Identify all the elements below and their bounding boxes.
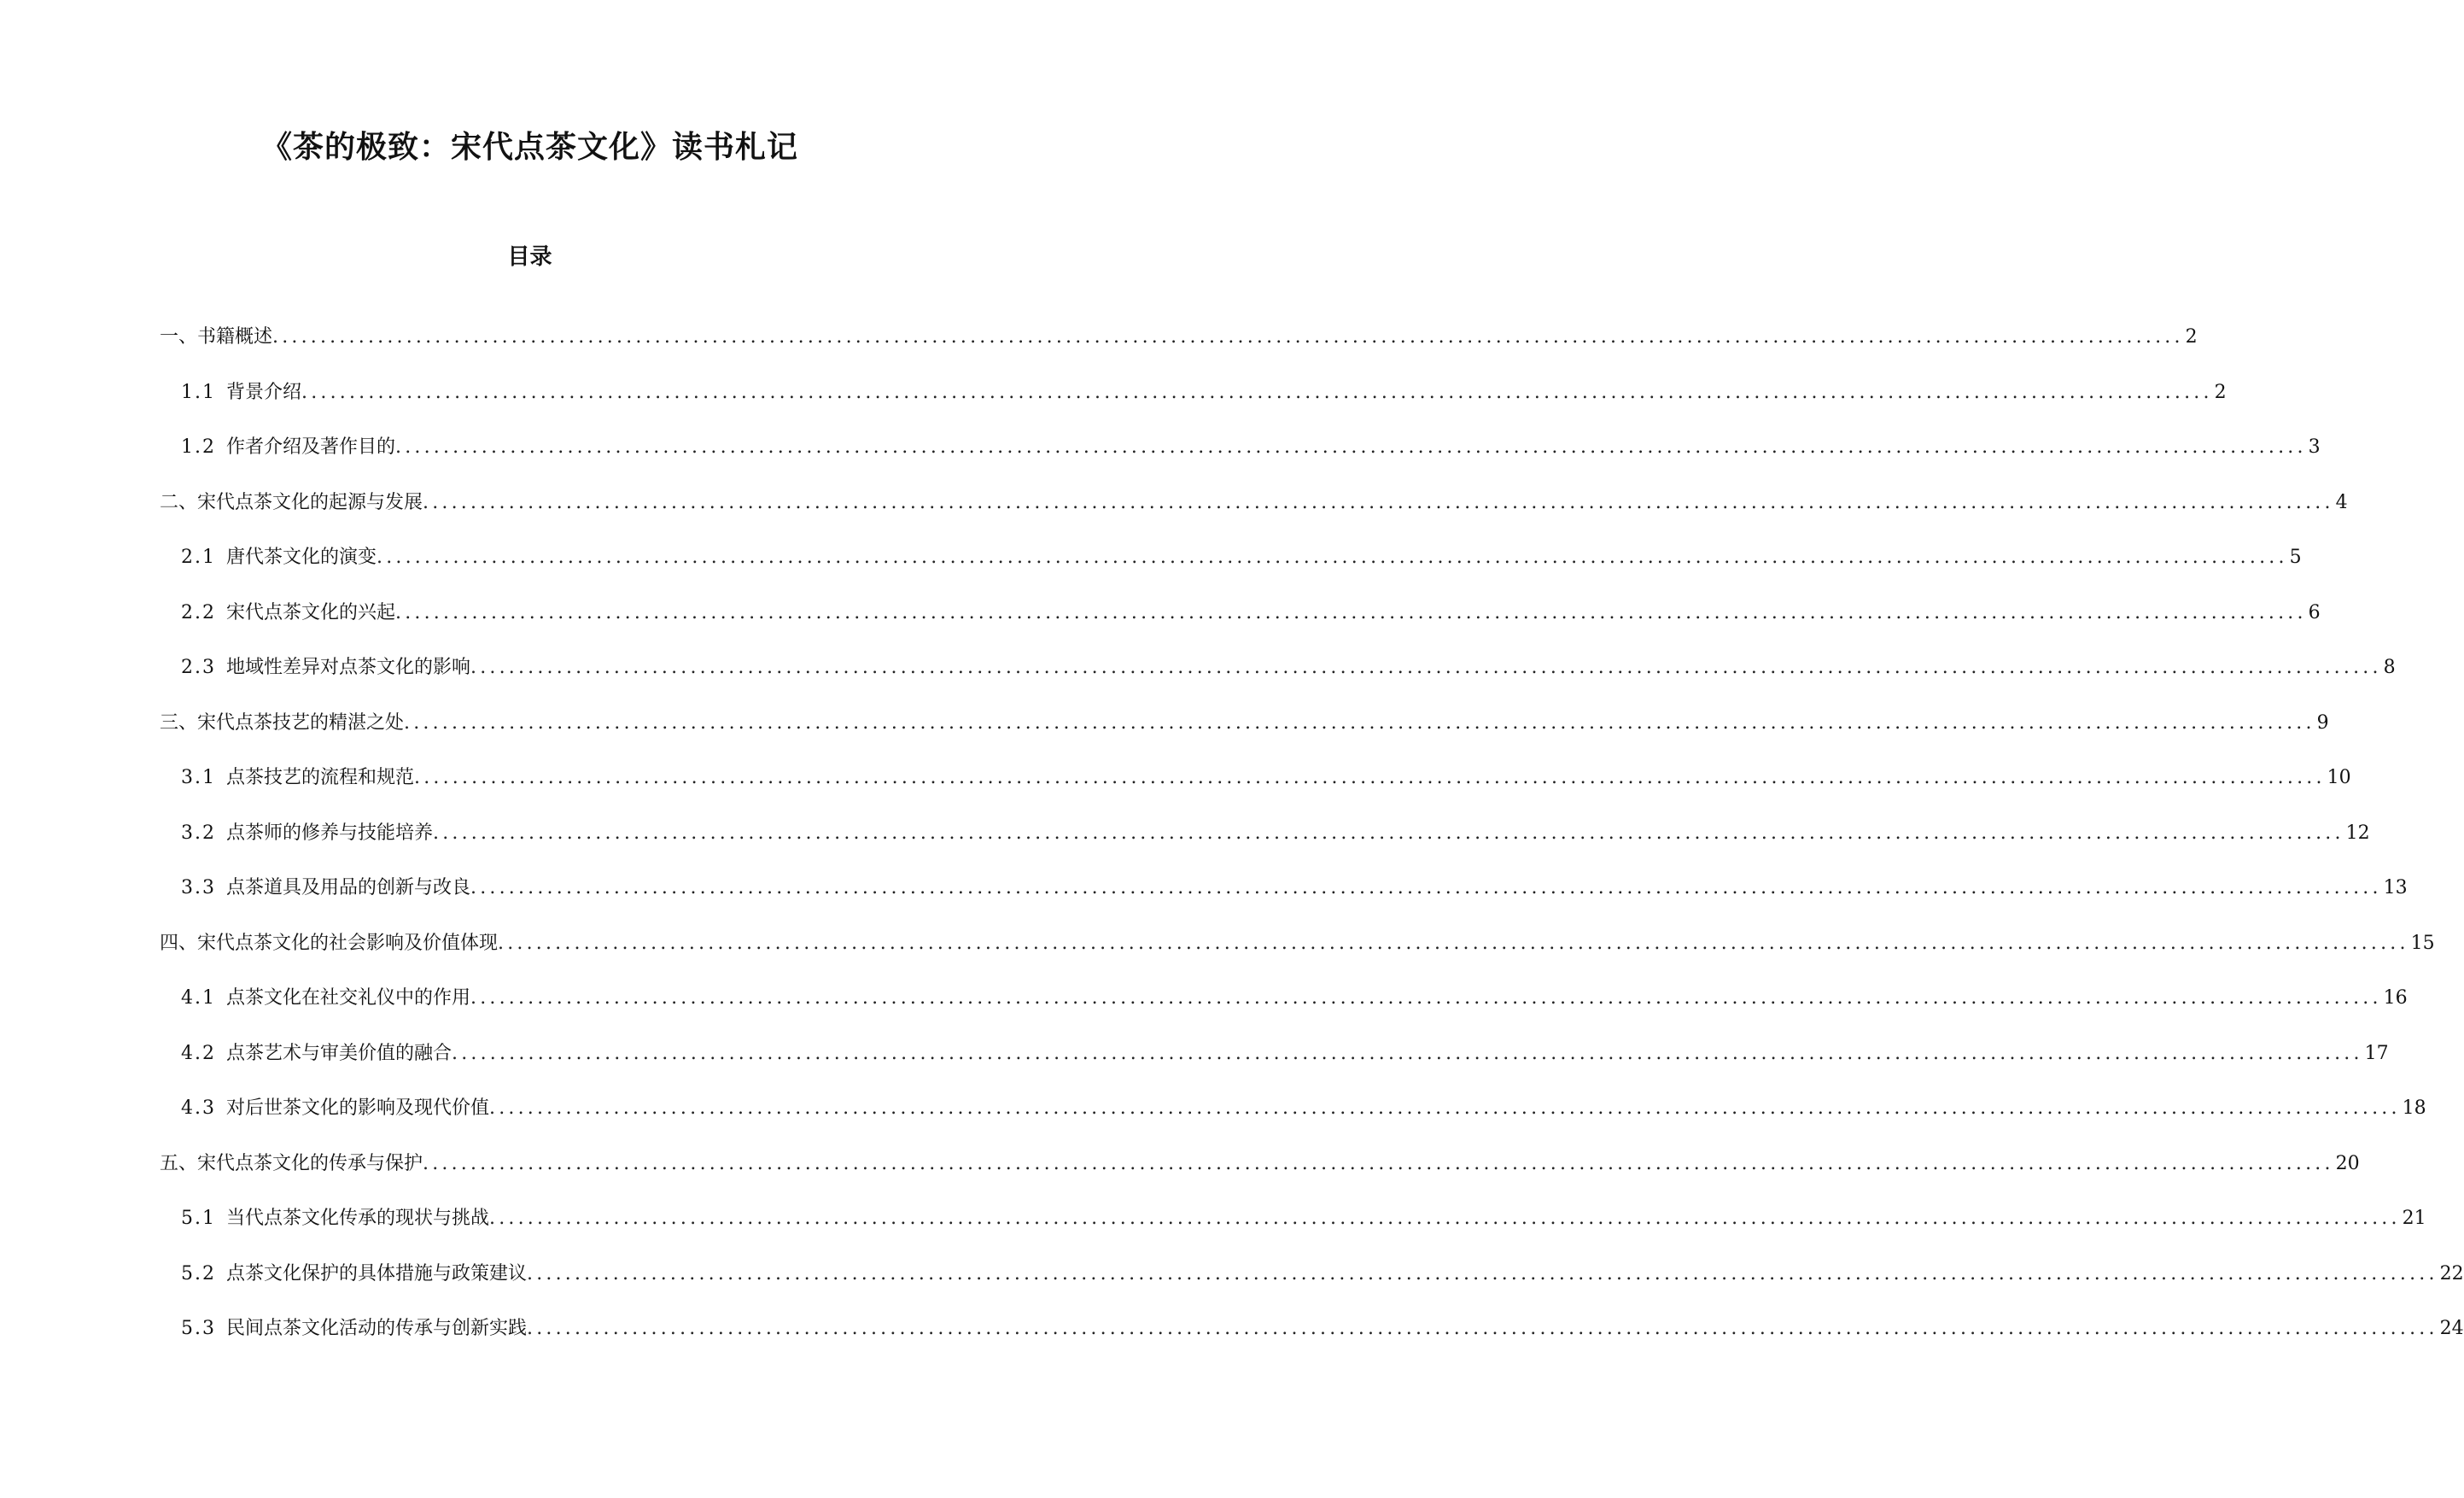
toc-entry-text: 点茶艺术与审美价值的融合: [226, 1042, 453, 1064]
toc-dot-leader: ........................................................................................................................................................................................................: [301, 381, 2213, 403]
toc-entry-text: 点茶技艺的流程和规范: [226, 767, 415, 788]
toc-page-number: 16: [2383, 987, 2408, 1009]
toc-page-number: 8: [2383, 657, 2396, 678]
toc-page-number: 18: [2402, 1097, 2426, 1119]
toc-dot-leader: ........................................................................................................................................................................................................: [404, 711, 2315, 734]
toc-dot-leader: ........................................................................................................................................................................................................: [272, 326, 2184, 348]
toc-chapter-entry[interactable]: [0, 325, 2198, 380]
toc-entry-number: 5.1: [181, 1208, 216, 1229]
toc-entry-label: [181, 380, 301, 406]
document-title: 《茶的极致：宋代点茶文化》读书札记: [260, 130, 798, 165]
toc-dot-leader: ........................................................................................................................................................................................................: [395, 436, 2307, 458]
toc-chapter-entry[interactable]: [0, 711, 2329, 766]
toc-entry-label: [181, 1041, 452, 1067]
toc-entry-text: 宋代点茶文化的兴起: [226, 601, 396, 623]
toc-entry-label: [160, 1151, 423, 1177]
toc-page-number: 5: [2289, 547, 2302, 568]
toc-section-entry[interactable]: [0, 1041, 2389, 1097]
toc-entry-text: 唐代茶文化的演变: [226, 547, 377, 568]
toc-entry-label: [181, 600, 395, 626]
toc-entry-number: 3.3: [181, 877, 216, 898]
toc-page-number: 22: [2439, 1262, 2464, 1284]
toc-chapter-entry[interactable]: [0, 1151, 2360, 1207]
toc-entry-text: 二、宋代点茶文化的起源与发展: [160, 491, 423, 513]
toc-heading: 目录: [507, 244, 552, 270]
toc-chapter-entry[interactable]: [0, 490, 2348, 546]
toc-entry-number: 4.1: [181, 987, 216, 1009]
toc-page-number: 2: [2185, 326, 2198, 348]
toc-entry-text: 三、宋代点茶技艺的精湛之处: [160, 711, 405, 734]
toc-entry-text: 背景介绍: [226, 381, 302, 403]
toc-entry-number: 3.2: [181, 822, 216, 844]
toc-entry-text: 四、宋代点茶文化的社会影响及价值体现: [160, 932, 499, 954]
toc-entry-text: 地域性差异对点茶文化的影响: [226, 657, 471, 678]
toc-entry-number: 1.2: [181, 436, 216, 458]
toc-entry-number: 2.1: [181, 547, 216, 568]
toc-entry-number: 5.3: [181, 1318, 216, 1339]
toc-entry-label: [160, 325, 272, 350]
toc-dot-leader: ........................................................................................................................................................................................................: [423, 1152, 2334, 1174]
toc-entry-text: 点茶道具及用品的创新与改良: [226, 877, 471, 898]
toc-page-number: 12: [2345, 822, 2370, 844]
toc-entry-text: 五、宋代点茶文化的传承与保护: [160, 1152, 423, 1174]
toc-dot-leader: ........................................................................................................................................................................................................: [489, 1208, 2401, 1229]
toc-entry-number: 4.2: [181, 1042, 216, 1064]
toc-page-number: 4: [2335, 491, 2348, 513]
toc-section-entry[interactable]: [0, 986, 2408, 1041]
toc-section-entry[interactable]: [0, 600, 2321, 656]
toc-entry-label: [160, 931, 498, 957]
toc-entry-label: [181, 1316, 527, 1342]
toc-page-number: 24: [2439, 1318, 2464, 1339]
toc-dot-leader: ........................................................................................................................................................................................................: [470, 987, 2382, 1009]
toc-entry-text: 点茶师的修养与技能培养: [226, 822, 434, 844]
toc-entry-label: [181, 435, 395, 460]
toc-section-entry[interactable]: [0, 1316, 2464, 1372]
toc-entry-text: 一、书籍概述: [160, 326, 273, 348]
toc-entry-label: [160, 711, 404, 736]
toc-entry-text: 作者介绍及著作目的: [226, 436, 396, 458]
toc-entry-label: [181, 545, 377, 571]
toc-page-number: 2: [2214, 381, 2227, 403]
toc-dot-leader: ........................................................................................................................................................................................................: [527, 1262, 2438, 1284]
toc-section-entry[interactable]: [0, 435, 2321, 490]
toc-dot-leader: ........................................................................................................................................................................................................: [489, 1097, 2401, 1119]
toc-entry-label: [181, 1096, 489, 1121]
toc-page-number: 10: [2327, 767, 2351, 788]
toc-entry-text: 对后世茶文化的影响及现代价值: [226, 1097, 490, 1119]
toc-page-number: 13: [2383, 877, 2408, 898]
toc-section-entry[interactable]: [0, 1261, 2464, 1317]
toc-dot-leader: ........................................................................................................................................................................................................: [423, 491, 2334, 513]
toc-section-entry[interactable]: [0, 1096, 2426, 1151]
toc-entry-number: 5.2: [181, 1262, 216, 1284]
table-of-contents: [0, 325, 2464, 1372]
toc-section-entry[interactable]: [0, 380, 2227, 436]
toc-chapter-entry[interactable]: [0, 931, 2435, 986]
toc-section-entry[interactable]: [0, 821, 2370, 876]
toc-entry-label: [181, 875, 470, 901]
toc-dot-leader: ........................................................................................................................................................................................................: [414, 767, 2326, 788]
toc-entry-label: [181, 765, 414, 791]
toc-page-number: 20: [2335, 1152, 2360, 1174]
toc-section-entry[interactable]: [0, 875, 2408, 931]
toc-section-entry[interactable]: [0, 545, 2302, 600]
toc-entry-text: 民间点茶文化活动的传承与创新实践: [226, 1318, 528, 1339]
toc-dot-leader: ........................................................................................................................................................................................................: [452, 1042, 2363, 1064]
toc-section-entry[interactable]: [0, 1206, 2426, 1261]
toc-entry-number: 4.3: [181, 1097, 216, 1119]
toc-entry-text: 点茶文化保护的具体措施与政策建议: [226, 1262, 528, 1284]
toc-entry-label: [181, 655, 470, 681]
toc-page-number: 15: [2410, 932, 2435, 954]
toc-page-number: 9: [2316, 711, 2329, 734]
toc-page-number: 17: [2364, 1042, 2389, 1064]
toc-dot-leader: ........................................................................................................................................................................................................: [470, 657, 2382, 678]
toc-entry-number: 2.3: [181, 657, 216, 678]
toc-entry-number: 2.2: [181, 601, 216, 623]
toc-dot-leader: ........................................................................................................................................................................................................: [470, 877, 2382, 898]
toc-entry-text: 当代点茶文化传承的现状与挑战: [226, 1208, 490, 1229]
toc-dot-leader: ........................................................................................................................................................................................................: [527, 1318, 2438, 1339]
toc-dot-leader: ........................................................................................................................................................................................................: [433, 822, 2344, 844]
toc-dot-leader: ........................................................................................................................................................................................................: [498, 932, 2409, 954]
toc-entry-number: 3.1: [181, 767, 216, 788]
toc-entry-label: [181, 821, 433, 846]
toc-entry-label: [181, 1206, 489, 1232]
toc-entry-label: [160, 490, 423, 516]
toc-page-number: 6: [2308, 601, 2321, 623]
toc-entry-label: [181, 1261, 527, 1287]
toc-dot-leader: ........................................................................................................................................................................................................: [377, 547, 2288, 568]
toc-entry-number: 1.1: [181, 381, 216, 403]
toc-entry-text: 点茶文化在社交礼仪中的作用: [226, 987, 471, 1009]
toc-section-entry[interactable]: [0, 765, 2351, 821]
toc-section-entry[interactable]: [0, 655, 2396, 711]
toc-dot-leader: ........................................................................................................................................................................................................: [395, 601, 2307, 623]
toc-page-number: 21: [2402, 1208, 2426, 1229]
toc-entry-label: [181, 986, 470, 1011]
toc-page-number: 3: [2308, 436, 2321, 458]
